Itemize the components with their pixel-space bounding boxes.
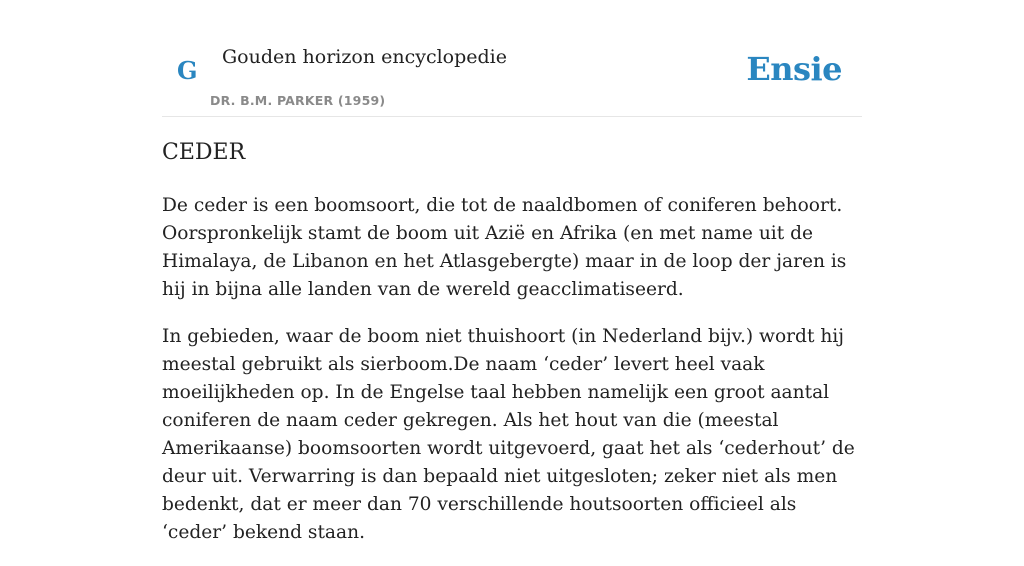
entry-title: CEDER: [162, 140, 246, 165]
entry-body: [162, 192, 866, 566]
book-logo-icon[interactable]: G: [177, 56, 198, 85]
book-title-link[interactable]: Gouden horizon encyclopedie: [222, 46, 507, 68]
book-author: DR. B.M. PARKER (1959): [210, 93, 386, 108]
entry-paragraph-1: De ceder is een boomsoort, die tot de naaldbomen of coniferen behoort. Oorspronkelijk stamt de boom uit Azië en Afrika (en met name uit de Himalaya, de Libanon en het Atlasgebergte) maar in de loop der jaren is hij in bijna alle landen van de wereld geacclimatiseerd.: [162, 195, 847, 300]
entry-paragraph-2: In gebieden, waar de boom niet thuishoort (in Nederland bijv.) wordt hij meestal gebruikt als sierboom.De naam ‘ceder’ levert heel vaak moeilijkheden op. In de Engelse taal hebben namelijk een groot aantal coniferen de naam ceder gekregen. Als het hout van die (meestal Amerikaanse) boomsoorten wordt uitgevoerd, gaat het als ‘cederhout’ de deur uit. Verwarring is dan bepaald niet uitgesloten; zeker niet als men bedenkt, dat er meer dan 70 verschillende houtsoorten officieel als ‘ceder’ bekend staan.: [162, 326, 855, 543]
ensie-logo[interactable]: Ensie: [746, 50, 842, 88]
header: [162, 0, 862, 117]
